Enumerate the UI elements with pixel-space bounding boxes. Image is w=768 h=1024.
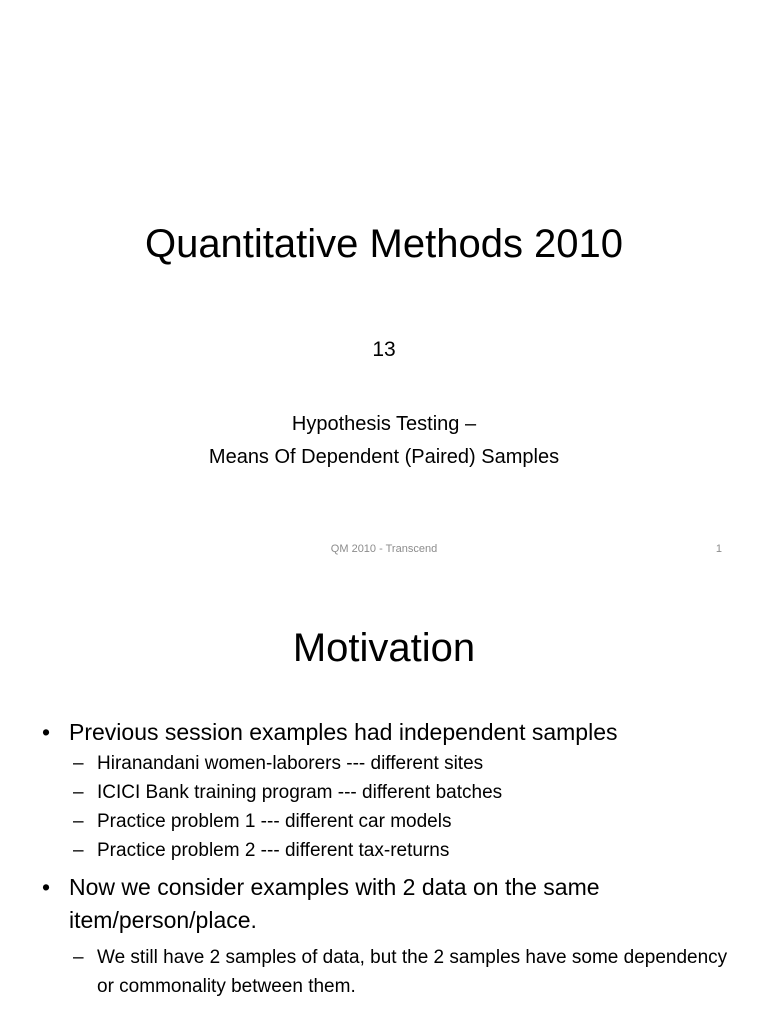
subtitle-line-2: Means Of Dependent (Paired) Samples: [208, 446, 560, 468]
subtitle-line-1: Hypothesis Testing –: [291, 413, 477, 435]
sub-bullet-text: We still have 2 samples of data, but the 2 samples have some dependency or commonality between them.: [97, 947, 728, 997]
bullet-dot-icon: •: [42, 719, 51, 745]
sub-bullet-item: [40, 943, 740, 1001]
sub-bullet-text: Practice problem 1 --- different car models: [97, 811, 452, 832]
bullet-item: [40, 871, 740, 937]
bullet-list: [40, 716, 740, 1001]
bullet-text: Previous session examples had independent samples: [69, 719, 618, 745]
dash-icon: –: [73, 811, 84, 832]
presentation-title: Quantitative Methods 2010: [144, 222, 624, 266]
bullet-item: [40, 716, 740, 749]
bullet-text: Now we consider examples with 2 data on the same item/person/place.: [69, 874, 600, 933]
slide-subtitle: [0, 408, 768, 474]
sub-bullet-text: Hiranandani women-laborers --- different sites: [97, 753, 484, 774]
slide-footer: QM 2010 - Transcend: [330, 543, 438, 555]
session-number: 13: [372, 338, 396, 361]
sub-bullet-item: [40, 778, 740, 807]
slide-title: Motivation: [292, 626, 476, 670]
motivation-slide: [0, 576, 768, 1024]
sub-bullet-item: [40, 807, 740, 836]
dash-icon: –: [73, 753, 84, 774]
sub-bullet-item: [40, 836, 740, 865]
sub-bullet-text: Practice problem 2 --- different tax-returns: [97, 840, 450, 861]
sub-bullet-text: ICICI Bank training program --- different batches: [97, 782, 503, 803]
dash-icon: –: [73, 840, 84, 861]
bullet-dot-icon: •: [42, 874, 51, 900]
dash-icon: –: [73, 947, 84, 968]
sub-bullet-item: [40, 749, 740, 778]
page-number: 1: [715, 543, 722, 555]
dash-icon: –: [73, 782, 84, 803]
